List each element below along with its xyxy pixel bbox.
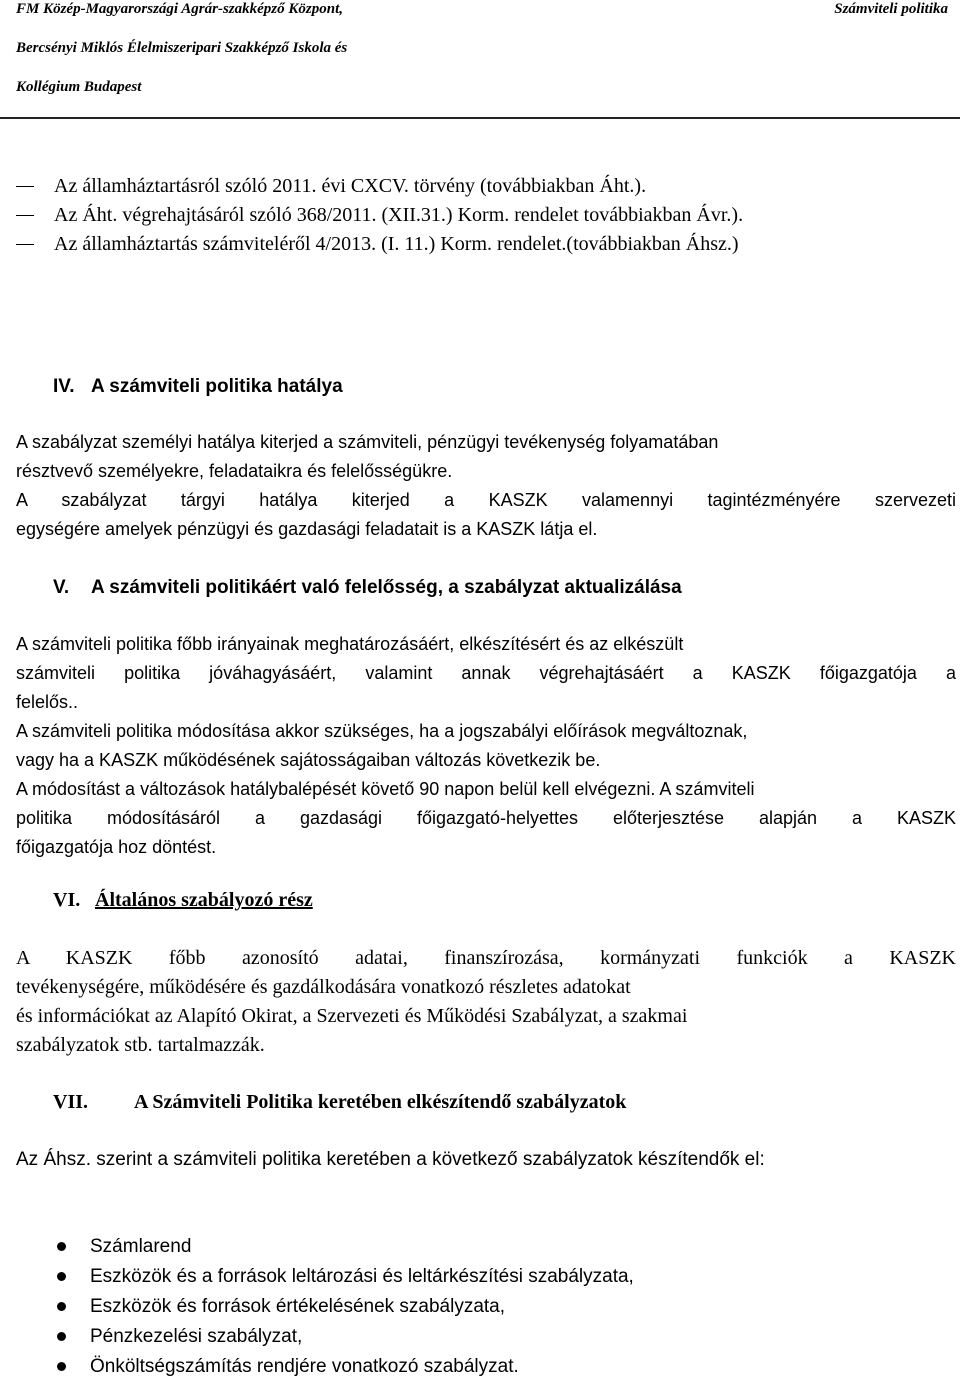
section-iv-heading: [53, 376, 343, 398]
paragraph-line: főigazgatója hoz döntést.: [16, 837, 217, 857]
header-institution-line-2: Bercsényi Miklós Élelmiszeripari Szakképző Iskola és: [16, 40, 348, 56]
list-item: [57, 1292, 634, 1322]
header-institution-line-1: FM Közép-Magyarországi Agrár-szakképző Központ,: [16, 1, 343, 17]
list-item: [57, 1352, 634, 1382]
list-item: [57, 1322, 634, 1352]
header-divider: [0, 117, 960, 119]
section-title: A Számviteli Politika keretében elkészítendő szabályzatok: [134, 1091, 627, 1113]
section-title: A számviteli politikáért való felelősség, a szabályzat aktualizálása: [91, 577, 682, 598]
law-item-text: Az államháztartásról szóló 2011. évi CXCV. törvény (továbbiakban Áht.).: [54, 175, 647, 197]
header-document-title: Számviteli politika: [834, 1, 948, 17]
section-vii-intro: [16, 1145, 956, 1174]
section-v-paragraph: [16, 630, 956, 862]
dash-bullet-icon: [16, 173, 54, 197]
paragraph-line: szabályzatok stb. tartalmazzák.: [16, 1034, 265, 1056]
bullet-icon: [57, 1332, 66, 1341]
bullet-icon: [57, 1242, 66, 1251]
list-item: [57, 1262, 634, 1292]
list-item-text: Eszközök és források értékelésének szabályzata,: [90, 1296, 506, 1317]
header-institution-line-3: Kollégium Budapest: [16, 79, 142, 95]
law-item: [16, 174, 646, 198]
paragraph-line: számviteli politika jóváhagyásáért, valamint annak végrehajtásáért a KASZK főigazgatója a: [16, 663, 956, 683]
section-title: A számviteli politika hatálya: [91, 376, 343, 397]
list-item-text: Önköltségszámítás rendjére vonatkozó szabályzat.: [90, 1356, 519, 1377]
paragraph-line: vagy ha a KASZK működésének sajátosságaiban változás következik be.: [16, 750, 601, 770]
section-v-heading: [53, 577, 682, 599]
list-item-text: Pénzkezelési szabályzat,: [90, 1326, 303, 1347]
section-number: V.: [53, 577, 70, 598]
section-number: IV.: [53, 376, 75, 397]
paragraph-line: A szabályzat személyi hatálya kiterjed a számviteli, pénzügyi tevékenység folyamatában: [16, 432, 719, 452]
section-vii-heading: [53, 1091, 626, 1114]
section-number: VI.: [53, 889, 81, 911]
section-iv-paragraph: [16, 428, 956, 544]
law-item-text: Az Áht. végrehajtásáról szóló 368/2011. (XII.31.) Korm. rendelet továbbiakban Ávr.).: [54, 204, 744, 226]
section-vi-heading: [53, 889, 313, 912]
paragraph-line: Az Áhsz. szerint a számviteli politika keretében a következő szabályzatok készítendők el:: [16, 1149, 765, 1170]
paragraph-line: A számviteli politika módosítása akkor szükséges, ha a jogszabályi előírások megváltoznak,: [16, 721, 748, 741]
law-item: [16, 232, 739, 256]
section-number: VII.: [53, 1091, 89, 1113]
dash-bullet-icon: [16, 231, 54, 255]
paragraph-line: politika módosításáról a gazdasági főigazgató-helyettes előterjesztése alapján a KASZK: [16, 808, 956, 828]
section-vi-paragraph: [16, 944, 956, 1060]
paragraph-line: A szabályzat tárgyi hatálya kiterjed a KASZK valamennyi tagintézményére szervezeti: [16, 490, 956, 510]
paragraph-line: tevékenységére, működésére és gazdálkodására vonatkozó részletes adatokat: [16, 976, 631, 998]
law-item-text: Az államháztartás számviteléről 4/2013. (I. 11.) Korm. rendelet.(továbbiakban Áhsz.): [54, 233, 739, 255]
paragraph-line: felelős..: [16, 692, 79, 712]
bullet-icon: [57, 1272, 66, 1281]
list-item: [57, 1232, 634, 1262]
paragraph-line: és információkat az Alapító Okirat, a Szervezeti és Működési Szabályzat, a szakmai: [16, 1005, 688, 1027]
dash-bullet-icon: [16, 202, 54, 226]
list-item-text: Eszközök és a források leltározási és leltárkészítési szabályzata,: [90, 1266, 634, 1287]
law-item: [16, 203, 743, 227]
regulations-list: [57, 1232, 634, 1382]
paragraph-line: A számviteli politika főbb irányainak meghatározásáért, elkészítésért és az elkészült: [16, 634, 684, 654]
paragraph-line: egységére amelyek pénzügyi és gazdasági feladatait is a KASZK látja el.: [16, 519, 598, 539]
bullet-icon: [57, 1362, 66, 1371]
section-title: Általános szabályozó rész: [95, 889, 313, 911]
paragraph-line: résztvevő személyekre, feladataikra és felelősségükre.: [16, 461, 453, 481]
bullet-icon: [57, 1302, 66, 1311]
paragraph-line: A KASZK főbb azonosító adatai, finanszírozása, kormányzati funkciók a KASZK: [16, 947, 956, 969]
list-item-text: Számlarend: [90, 1236, 192, 1257]
paragraph-line: A módosítást a változások hatálybalépését követő 90 napon belül kell elvégezni. A számviteli: [16, 779, 755, 799]
